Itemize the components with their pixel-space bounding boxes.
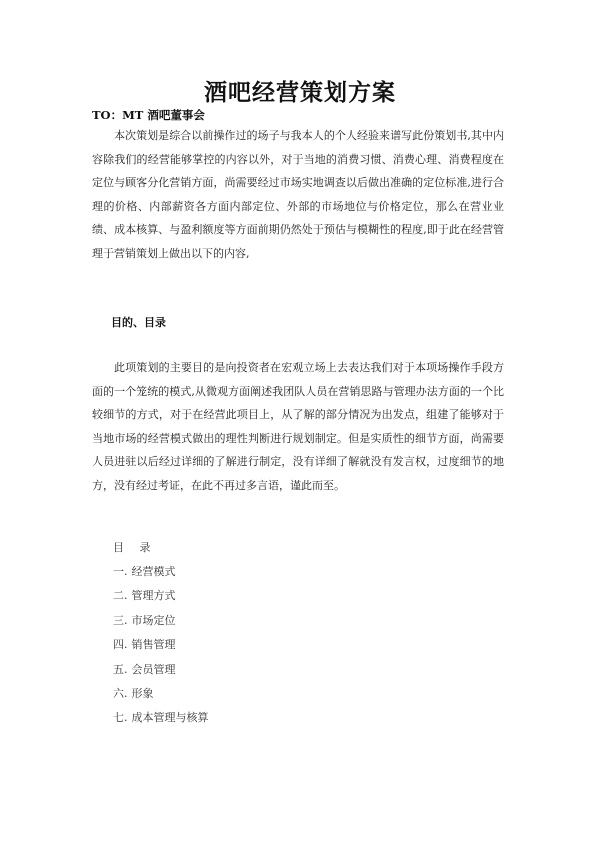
toc-item	[113, 658, 209, 682]
table-of-contents	[113, 536, 209, 731]
toc-item-number: 六.	[113, 686, 128, 700]
toc-item-label: 管理方式	[131, 589, 176, 603]
toc-item-label: 销售管理	[131, 638, 176, 652]
section-heading-purpose: 目的、目录	[111, 316, 166, 329]
toc-item-number: 五.	[113, 662, 128, 676]
toc-item-number: 七.	[113, 711, 128, 725]
toc-item	[113, 706, 209, 730]
toc-item-label: 形象	[131, 686, 154, 700]
toc-item	[113, 633, 209, 657]
toc-item-label: 经营模式	[131, 565, 176, 578]
toc-item-number: 四.	[113, 638, 128, 652]
toc-item-label: 会员管理	[131, 662, 176, 676]
intro-paragraph: 本次策划是综合以前操作过的场子与我本人的个人经验来谱写此份策划书,其中内容除我们的经营能够掌控的内容以外，对于当地的消费习惯、消费心理、消费程度在定位与顾客分化营销方面，尚需要经过市场实地调查以后做出准确的定位标准,进行合理的价格、内部薪资各方面内部定位、外部的市场地位与价格定位，那么在营业业绩、成本核算、与盈利额度等方面前期仍然处于预估与模糊性的程度,即于此在经营管理于营销策划上做出以下的内容,	[92, 129, 504, 260]
purpose-paragraph: 此项策划的主要目的是向投资者在宏观立场上去表达我们对于本项场操作手段方面的一个笼统的模式,从微观方面阐述我团队人员在营销思路与管理办法方面的一个比较细节的方式，对于在经营此项目上，从了解的部分情况为出发点，组建了能够对于当地市场的经营模式做出的理性判断进行规划制定。但是实质性的细节方面，尚需要人员进驻以后经过详细的了解进行制定，没有详细了解就没有发言权，过度细节的地方，没有经过考证，在此不再过多言语，谨此而至。	[92, 361, 504, 492]
toc-item	[113, 584, 209, 608]
toc-item-label: 成本管理与核算	[131, 711, 209, 725]
toc-item-number: 二.	[113, 589, 128, 603]
toc-title: 目 录	[113, 541, 157, 554]
toc-list	[113, 560, 209, 731]
document-title: 酒吧经营策划方案	[204, 79, 396, 106]
recipient-line: TO：MT 酒吧董事会	[92, 108, 205, 122]
toc-item	[113, 609, 209, 633]
toc-item	[113, 560, 209, 584]
toc-item-label: 市场定位	[131, 613, 176, 627]
toc-item-number: 一.	[113, 565, 128, 578]
toc-item-number: 三.	[113, 613, 128, 627]
toc-item	[113, 682, 209, 706]
